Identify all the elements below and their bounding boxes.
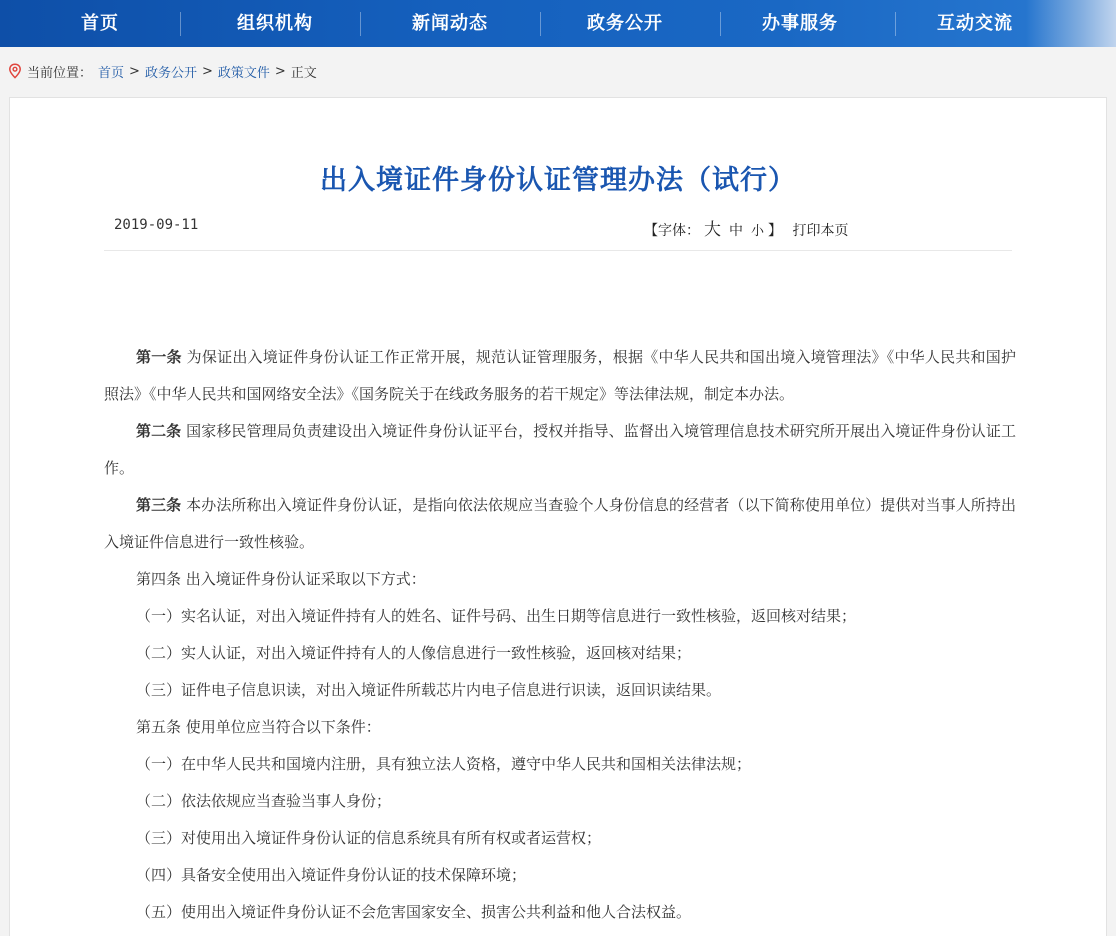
breadcrumb — [8, 60, 317, 82]
font-size-medium-button[interactable]: 中 — [729, 223, 743, 239]
article-paragraph-text: 为保证出入境证件身份认证工作正常开展，规范认证管理服务，根据《中华人民共和国出境入境管理法》《中华人民共和国护照法》《中华人民共和国网络安全法》《国务院关于在线政务服务的若干规定》等法律法规，制定本办法。 — [104, 348, 1016, 403]
nav-divider — [180, 12, 181, 36]
article-clause-number: 第三条 — [136, 496, 182, 514]
article-paragraph — [104, 783, 1016, 820]
nav-divider — [540, 12, 541, 36]
article-paragraph — [104, 635, 1016, 672]
article-paragraph-text: 使用单位应当符合以下条件： — [181, 718, 381, 736]
article-clause-number: 第五条 — [136, 718, 182, 736]
font-size-tools — [644, 215, 848, 240]
nav-divider — [895, 12, 896, 36]
article-paragraph-text: 本办法所称出入境证件身份认证，是指向依法依规应当查验个人身份信息的经营者（以下简称使用单位）提供对当事人所持出入境证件信息进行一致性核验。 — [104, 496, 1016, 551]
font-size-small-button[interactable]: 小 — [751, 224, 765, 239]
nav-divider — [360, 12, 361, 36]
article-clause-number: 第四条 — [136, 570, 182, 588]
article-paragraph-text: （四）具备安全使用出入境证件身份认证的技术保障环境； — [136, 866, 527, 884]
publish-date: 2019-09-11 — [114, 217, 199, 233]
article-title: 出入境证件身份认证管理办法（试行） — [320, 165, 796, 196]
nav-item-government-affairs[interactable]: 政务公开 — [587, 13, 663, 34]
article-paragraph — [104, 413, 1016, 487]
article-paragraph — [104, 561, 1016, 598]
font-size-large-button[interactable]: 大 — [704, 220, 721, 240]
nav-divider — [720, 12, 721, 36]
breadcrumb-link-government-affairs[interactable]: 政务公开 — [144, 65, 197, 81]
breadcrumb-separator: > — [129, 63, 140, 79]
font-tool-open: 【字体： — [644, 223, 700, 239]
top-nav — [0, 0, 1116, 47]
nav-item-news[interactable]: 新闻动态 — [412, 13, 488, 34]
breadcrumb-label: 当前位置： — [27, 65, 93, 81]
article-clause-number: 第二条 — [136, 422, 182, 440]
nav-item-home[interactable]: 首页 — [81, 13, 119, 34]
article-paragraph — [104, 746, 1016, 783]
breadcrumb-current: 正文 — [290, 65, 317, 81]
article-meta — [104, 215, 1012, 251]
article-paragraph-text: （一）实名认证，对出入境证件持有人的姓名、证件号码、出生日期等信息进行一致性核验，返回核对结果； — [136, 607, 857, 625]
article-clause-number: 第一条 — [136, 348, 182, 366]
article-paragraph-text: （三）证件电子信息识读，对出入境证件所载芯片内电子信息进行识读，返回识读结果。 — [136, 681, 722, 699]
print-page-button[interactable]: 打印本页 — [792, 223, 849, 239]
article-paragraph-text: （二）依法依规应当查验当事人身份； — [136, 792, 392, 810]
article-paragraph — [104, 339, 1016, 413]
breadcrumb-link-policy-documents[interactable]: 政策文件 — [217, 65, 270, 81]
article-paragraph — [104, 487, 1016, 561]
article-paragraph — [104, 894, 1016, 931]
article-paragraph — [104, 672, 1016, 709]
article-paragraph-text: （五）使用出入境证件身份认证不会危害国家安全、损害公共利益和他人合法权益。 — [136, 903, 692, 921]
article-body — [104, 339, 1016, 931]
breadcrumb-separator: > — [201, 63, 213, 79]
article-paragraph-text: （二）实人认证，对出入境证件持有人的人像信息进行一致性核验，返回核对结果； — [136, 644, 692, 662]
font-tool-close: 】 — [768, 223, 783, 239]
breadcrumb-link-home[interactable]: 首页 — [98, 65, 125, 81]
article-paragraph-text: 国家移民管理局负责建设出入境证件身份认证平台，授权并指导、监督出入境管理信息技术研究所开展出入境证件身份认证工作。 — [104, 422, 1016, 477]
article-paragraph — [104, 857, 1016, 894]
breadcrumb-separator: > — [274, 63, 286, 79]
article-paragraph — [104, 709, 1016, 746]
map-pin-icon — [8, 63, 22, 79]
nav-item-interaction[interactable]: 互动交流 — [937, 13, 1013, 34]
article-paragraph-text: （一）在中华人民共和国境内注册，具有独立法人资格，遵守中华人民共和国相关法律法规； — [136, 755, 752, 773]
article-paragraph-text: 出入境证件身份认证采取以下方式： — [181, 570, 426, 588]
nav-item-services[interactable]: 办事服务 — [762, 13, 838, 34]
article-paragraph — [104, 820, 1016, 857]
article-paragraph-text: （三）对使用出入境证件身份认证的信息系统具有所有权或者运营权； — [136, 829, 602, 847]
article-paragraph — [104, 598, 1016, 635]
nav-item-organization[interactable]: 组织机构 — [237, 13, 313, 34]
